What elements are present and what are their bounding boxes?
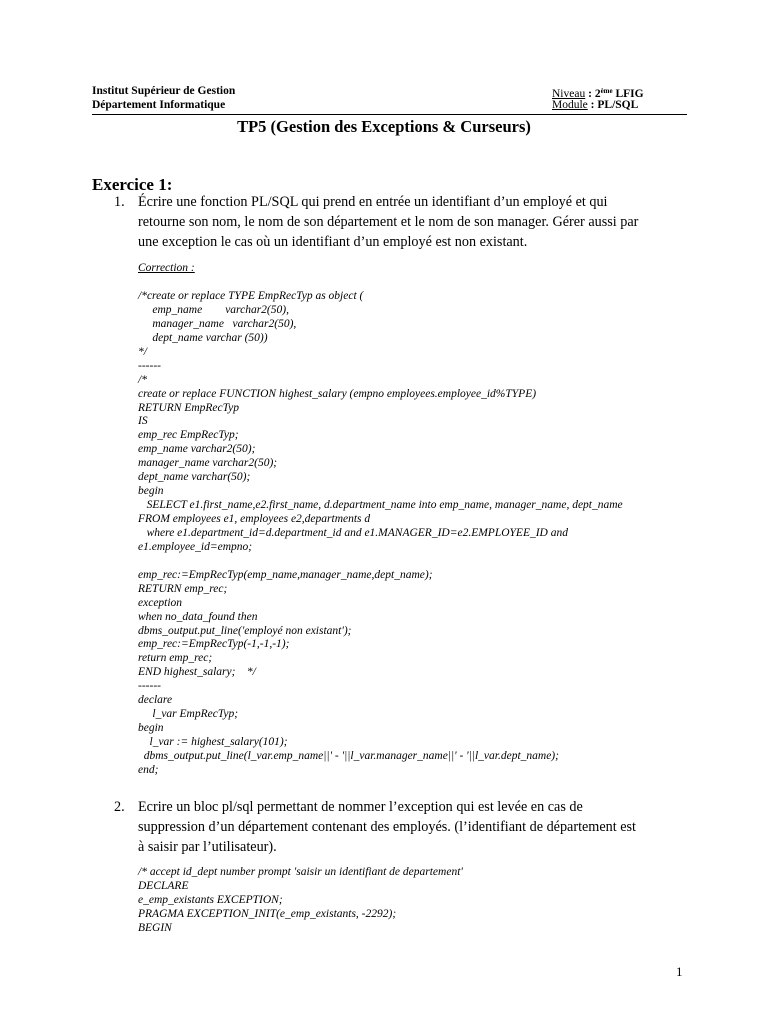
code-line: dbms_output.put_line(l_var.emp_name||' - '||l_var.manager_name||' - '||l_var.dept_name); [138, 749, 559, 762]
code-line: RETURN emp_rec; [138, 582, 228, 595]
code-line: manager_name varchar2(50), [138, 317, 297, 330]
code-line: begin [138, 722, 164, 735]
code-line: emp_name varchar2(50), [138, 303, 289, 316]
code-line: FROM employees e1, employees e2,departments d [138, 513, 371, 525]
question-text: Écrire une fonction PL/SQL qui prend en entrée un identifiant d’un employé et qui retourne son nom, le nom de son département et le nom de son manager. Gérer aussi par une exception le cas où un identifiant d’un employé est non existant. [138, 194, 639, 250]
module-sep: : [587, 99, 598, 111]
code-line: exception [138, 596, 183, 609]
question-number: 2. [114, 799, 125, 815]
page-header [92, 84, 687, 112]
code-line [138, 555, 623, 569]
code-line: ------ [138, 680, 161, 693]
page-number: 1 [676, 964, 683, 979]
document-title: TP5 (Gestion des Exceptions & Curseurs) [237, 117, 531, 136]
code-line: create or replace FUNCTION highest_salary (empno employees.employee_id%TYPE) [138, 387, 537, 400]
code-line: emp_rec:=EmpRecTyp(emp_name,manager_name,dept_name); [138, 568, 433, 581]
code-line: l_var := highest_salary(101); [138, 736, 288, 748]
niveau-sep: : [585, 88, 595, 100]
code-line: ------ [138, 359, 161, 372]
code-block-1 [138, 290, 623, 778]
department-name: Département Informatique [92, 99, 226, 111]
institution-name: Institut Supérieur de Gestion [92, 85, 236, 97]
code-line: dept_name varchar(50); [138, 471, 251, 484]
header-divider [92, 114, 687, 115]
code-line: manager_name varchar2(50); [138, 457, 278, 470]
code-block-2 [138, 866, 463, 936]
code-line: DECLARE [138, 879, 189, 892]
code-line: /*create or replace TYPE EmpRecTyp as object ( [138, 290, 364, 302]
code-line: /* [138, 373, 147, 386]
module-value: PL/SQL [597, 99, 639, 111]
exercise-title: Exercice 1: [92, 175, 173, 194]
code-line: emp_rec:=EmpRecTyp(-1,-1,-1); [138, 638, 290, 651]
module-field [552, 98, 638, 112]
correction-label: Correction : [138, 262, 195, 274]
question-number: 1. [114, 194, 125, 210]
code-line: dept_name varchar (50)) [138, 331, 268, 344]
code-line: begin [138, 485, 164, 498]
code-line: declare [138, 694, 173, 707]
code-line: e_emp_existants EXCEPTION; [138, 893, 283, 906]
code-line: SELECT e1.first_name,e2.first_name, d.department_name into emp_name, manager_name, dept_name [138, 499, 623, 512]
niveau-rest: LFIG [612, 88, 644, 100]
code-line: RETURN EmpRecTyp [138, 401, 240, 414]
code-line: when no_data_found then [138, 610, 258, 623]
code-line: */ [138, 345, 147, 358]
code-line: emp_rec EmpRecTyp; [138, 429, 239, 442]
code-line: dbms_output.put_line('employé non existant'); [138, 624, 352, 637]
code-line: end; [138, 763, 159, 776]
code-line: PRAGMA EXCEPTION_INIT(e_emp_existants, -2292); [138, 907, 397, 920]
code-line: END highest_salary; */ [138, 666, 256, 679]
code-line: /* accept id_dept number prompt 'saisir un identifiant de departement' [138, 866, 463, 878]
code-line: emp_name varchar2(50); [138, 443, 256, 456]
code-line: e1.employee_id=empno; [138, 540, 253, 553]
niveau-num: 2 [594, 88, 601, 100]
niveau-key: Niveau [552, 88, 586, 100]
code-line: IS [138, 415, 148, 428]
code-line: where e1.department_id=d.department_id and e1.MANAGER_ID=e2.EMPLOYEE_ID and [138, 526, 568, 539]
module-key: Module [552, 99, 588, 111]
code-line: return emp_rec; [138, 652, 213, 665]
niveau-sup: ème [600, 87, 613, 95]
code-line: l_var EmpRecTyp; [138, 708, 239, 721]
question-text: Ecrire un bloc pl/sql permettant de nommer l’exception qui est levée en cas de suppression d’un département contenant des employés. (l’identifiant de département est à saisir par l’utilisateur). [138, 799, 636, 855]
code-line: BEGIN [138, 921, 172, 934]
